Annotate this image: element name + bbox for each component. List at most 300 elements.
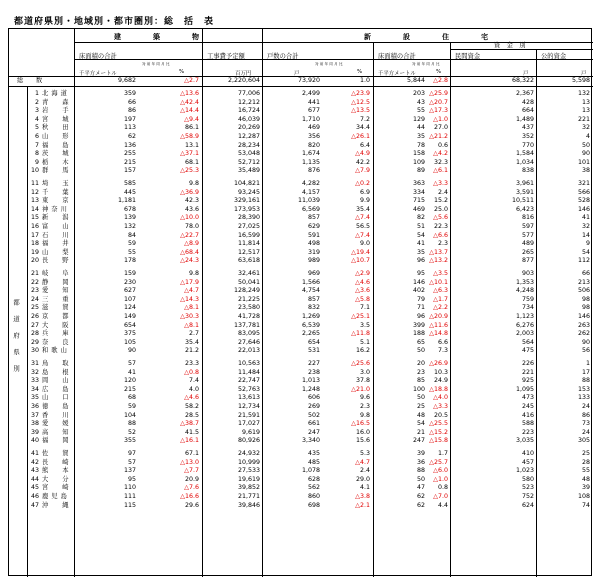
cell: 10,999 [237, 458, 260, 466]
cell: 29.0 [355, 475, 370, 483]
cell: △14.8 [429, 330, 448, 338]
row-number: 45 [30, 484, 39, 492]
cell: 226 [521, 360, 534, 367]
cell: 11,814 [237, 240, 260, 248]
unit-cost: 百万円 [235, 71, 252, 77]
cell: △15.2 [429, 428, 448, 436]
cell: △17.3 [429, 107, 448, 115]
cell: △10.1 [429, 278, 448, 286]
cell: 139 [123, 214, 136, 222]
prefecture-name: 静岡 [42, 278, 83, 286]
cell: 28.5 [184, 411, 199, 419]
cell: 580 [521, 475, 534, 483]
cell: △6.6 [433, 231, 448, 239]
cell: 624 [521, 501, 534, 509]
row-number: 39 [30, 428, 39, 436]
cell: 402 [412, 287, 425, 295]
cell: 22,013 [237, 347, 260, 355]
row-number: 8 [34, 150, 39, 158]
cell: 95 [416, 270, 425, 277]
cell: 158 [412, 150, 425, 158]
header-floor-area: 床面積の合計 [79, 53, 117, 60]
cell: 98 [581, 304, 590, 312]
table-row [9, 394, 593, 402]
cell: 23 [416, 368, 425, 376]
prefecture-name: 北海道 [42, 90, 70, 97]
cell: 24 [581, 403, 590, 410]
cell: 20.9 [184, 475, 199, 483]
cell: 73 [581, 420, 590, 428]
cell: 654 [307, 338, 320, 346]
cell: 27,533 [237, 467, 260, 475]
cell: 68.1 [184, 158, 199, 166]
cell: 319 [307, 248, 320, 256]
cell: 93,245 [237, 188, 260, 196]
cell: 416 [521, 411, 534, 419]
cell: 48 [581, 475, 590, 483]
cell: 115 [123, 501, 136, 509]
cell: 56 [581, 347, 590, 355]
cell: 7.4 [188, 377, 199, 385]
cell: 6,569 [301, 205, 320, 213]
header-construction: 建 築 物 [114, 33, 205, 41]
cell: 2.7 [188, 330, 199, 338]
cell: 1,181 [117, 197, 136, 205]
row-number: 24 [30, 295, 39, 303]
cell: 178 [123, 257, 136, 265]
cell: 88 [416, 467, 425, 475]
cell: 230 [123, 278, 136, 286]
prefecture-name: 徳島 [42, 403, 83, 410]
cell: 48 [416, 411, 425, 419]
cell: 2.3 [437, 240, 448, 248]
cell: 98 [581, 295, 590, 303]
page-title: 都道府県別・地域別・都市圏別：総 括 表 [14, 17, 215, 27]
cell: 88 [127, 420, 136, 428]
row-number: 12 [30, 188, 39, 196]
cell: △16.6 [180, 493, 199, 500]
table-row [9, 167, 593, 175]
row-number: 9 [34, 158, 39, 166]
cell: 85 [416, 377, 425, 385]
row-number: 33 [30, 377, 39, 385]
cell: 1,710 [301, 115, 320, 123]
prefecture-name: 埼玉 [42, 180, 83, 187]
table-row [9, 296, 593, 304]
cell: 50 [416, 394, 425, 402]
cell: △3.8 [355, 493, 370, 500]
cell: 105 [123, 338, 136, 346]
cell: 21.2 [184, 347, 199, 355]
cell: 7.2 [359, 115, 370, 123]
table-row [9, 249, 593, 257]
cell: 989 [307, 257, 320, 265]
cell: 39 [416, 450, 425, 457]
cell: 469 [307, 124, 320, 132]
row-number: 19 [30, 248, 39, 256]
cell: 136 [123, 141, 136, 149]
unit-pct-1: % [179, 69, 185, 75]
cell: 37.8 [355, 377, 370, 385]
cell: 4.0 [188, 385, 199, 393]
cell: 606 [307, 394, 320, 402]
prefecture-name: 愛媛 [42, 420, 83, 428]
cell: 6,423 [515, 205, 534, 213]
cell: 132 [577, 90, 590, 97]
row-number: 2 [34, 98, 39, 106]
total-label: 総 数 [17, 77, 43, 84]
table-row [9, 502, 593, 510]
header-private-fund: 民間資金 [455, 53, 481, 60]
cell: △13.0 [180, 458, 199, 466]
cell: △13.7 [429, 248, 448, 256]
cell: 15.2 [433, 197, 448, 205]
prefecture-name: 秋田 [42, 124, 83, 132]
cell: 1,566 [301, 278, 320, 286]
unit-housing-floor: 千平方メートル [378, 71, 416, 77]
cell: △14.3 [180, 295, 199, 303]
cell: 62 [416, 493, 425, 500]
unit-pct-2: % [357, 69, 363, 75]
cell: 124 [123, 304, 136, 312]
cell: 1,269 [301, 313, 320, 320]
cell: 1,135 [301, 158, 320, 166]
cell: 2,220,604 [227, 77, 260, 84]
cell: 4 [585, 133, 590, 140]
cell: 355 [123, 437, 136, 445]
table-row [9, 223, 593, 231]
cell: 20,269 [237, 124, 260, 132]
cell: 112 [577, 257, 590, 265]
cell: 16,599 [237, 231, 260, 239]
cell: 9.9 [359, 197, 370, 205]
unit-floor: 千平方メートル [79, 71, 117, 77]
cell: 213 [577, 278, 590, 286]
row-number: 37 [30, 411, 39, 419]
unit-pct-3: % [436, 69, 442, 75]
table-row [9, 279, 593, 287]
cell: 25 [416, 403, 425, 410]
cell: △8.9 [184, 240, 199, 248]
cell: △0.8 [184, 368, 199, 376]
row-number: 36 [30, 403, 39, 410]
cell: 22,747 [237, 377, 260, 385]
cell: 89 [416, 167, 425, 175]
cell: 149 [123, 313, 136, 320]
cell: 42.3 [184, 197, 199, 205]
table-row [9, 124, 593, 132]
cell: 29.6 [184, 501, 199, 509]
cell: 1,489 [515, 115, 534, 123]
cell: △2.9 [355, 270, 370, 277]
row-number: 32 [30, 368, 39, 376]
cell: △10.7 [351, 257, 370, 265]
cell: △19.4 [351, 248, 370, 256]
cell: △21.2 [429, 133, 448, 140]
prefecture-name: 神奈川 [42, 205, 70, 213]
prefecture-name: 富山 [42, 223, 83, 230]
cell: 428 [521, 98, 534, 106]
cell: 86 [127, 107, 136, 115]
cell: 59 [127, 403, 136, 410]
cell: 28,234 [237, 141, 260, 149]
cell: 62 [127, 133, 136, 140]
header-new-housing: 新 設 住 宅 [364, 33, 494, 41]
cell: 10,563 [237, 360, 260, 367]
cell: 334 [412, 188, 425, 196]
row-number: 27 [30, 321, 39, 329]
cell: 59 [127, 240, 136, 248]
cell: 55 [581, 467, 590, 475]
cell: △7.4 [355, 214, 370, 222]
cell: 96 [416, 257, 425, 265]
table-row [9, 159, 593, 167]
cell: 485 [307, 458, 320, 466]
cell: 58.2 [184, 403, 199, 410]
row-number: 28 [30, 330, 39, 338]
summary-table [8, 28, 592, 576]
cell: 399 [412, 321, 425, 329]
cell: 78.0 [184, 223, 199, 230]
cell: △42.4 [180, 98, 199, 106]
table-row [9, 197, 593, 205]
row-number: 23 [30, 287, 39, 295]
cell: 4,248 [515, 287, 534, 295]
cell: 473 [521, 394, 534, 402]
table-row [9, 369, 593, 377]
prefecture-name: 群馬 [42, 167, 83, 175]
cell: 188 [412, 330, 425, 338]
cell: △25.6 [351, 360, 370, 367]
row-number: 13 [30, 197, 39, 205]
cell: 752 [521, 493, 534, 500]
cell: 36 [416, 458, 425, 466]
cell: 153 [577, 385, 590, 393]
cell: 86.1 [184, 124, 199, 132]
cell: 14 [581, 231, 590, 239]
cell: △24.3 [180, 257, 199, 265]
row-number: 40 [30, 437, 39, 445]
table-row [9, 330, 593, 338]
cell: 28 [581, 458, 590, 466]
cell: 50,041 [237, 278, 260, 286]
prefecture-name: 岐阜 [42, 270, 83, 277]
cell: 629 [307, 223, 320, 230]
cell: 67.1 [184, 450, 199, 457]
cell: 35 [416, 248, 425, 256]
table-row [9, 142, 593, 150]
cell: 113 [123, 124, 136, 132]
cell: 1,095 [515, 385, 534, 393]
cell: 41 [416, 240, 425, 248]
cell: 90 [127, 347, 136, 355]
prefecture-name: 鹿児島 [42, 493, 70, 500]
cell: 5,844 [406, 77, 425, 84]
cell: △4.6 [355, 278, 370, 286]
table-row [9, 133, 593, 141]
cell: 55 [127, 248, 136, 256]
cell: 80,926 [237, 437, 260, 445]
cell: △8.1 [184, 321, 199, 329]
cell: 173,953 [233, 205, 260, 213]
cell: 16,724 [237, 107, 260, 115]
prefecture-name: 栃木 [42, 158, 83, 166]
row-number: 17 [30, 231, 39, 239]
header-construction-cost: 工事費予定額 [207, 53, 245, 60]
cell: 6.4 [359, 141, 370, 149]
cell: 25.0 [433, 205, 448, 213]
cell: 2.3 [359, 403, 370, 410]
table-row [9, 304, 593, 312]
row-number: 7 [34, 141, 39, 149]
cell: △15.8 [429, 437, 448, 445]
row-number: 42 [30, 458, 39, 466]
cell: 15.6 [355, 437, 370, 445]
prefecture-name: 大分 [42, 475, 83, 483]
cell: 698 [307, 501, 320, 509]
cell: 46,039 [237, 115, 260, 123]
cell: △1.7 [433, 295, 448, 303]
cell: 321 [577, 180, 590, 187]
cell: 1,023 [515, 467, 534, 475]
cell: 146 [577, 313, 590, 320]
row-number: 47 [30, 501, 39, 509]
cell: 53,048 [237, 150, 260, 158]
cell: 820 [307, 141, 320, 149]
cell: 88 [581, 377, 590, 385]
cell: 9,619 [241, 428, 260, 436]
cell: 35.4 [184, 338, 199, 346]
cell: 32,461 [237, 270, 260, 277]
cell: 1,013 [301, 377, 320, 385]
cell: △26.9 [429, 360, 448, 367]
cell: 4,282 [301, 180, 320, 187]
cell: 1.0 [359, 77, 370, 84]
cell: △7.6 [184, 484, 199, 492]
table-row [9, 493, 593, 501]
rule-fund [450, 49, 593, 50]
prefecture-name: 佐賀 [42, 450, 83, 457]
cell: 5,598 [571, 77, 590, 84]
cell: 109 [412, 158, 425, 166]
table-row [9, 459, 593, 467]
cell: 35,489 [237, 167, 260, 175]
header-fund-type: 資 金 別 [494, 42, 526, 49]
cell: 528 [577, 197, 590, 205]
cell: △36.9 [180, 188, 199, 196]
cell: △3.3 [433, 403, 448, 410]
cell: △6.1 [433, 167, 448, 175]
cell: 146 [577, 205, 590, 213]
table-row [9, 206, 593, 214]
cell: 489 [521, 240, 534, 248]
cell: 23.3 [184, 360, 199, 367]
cell: 39,846 [237, 501, 260, 509]
table-row [9, 377, 593, 385]
cell: 435 [307, 450, 320, 457]
row-number: 44 [30, 475, 39, 483]
prefecture-name: 山形 [42, 133, 83, 140]
cell: 108 [577, 493, 590, 500]
cell: 6,539 [301, 321, 320, 329]
cell: 86 [581, 411, 590, 419]
cell: △26.1 [351, 133, 370, 140]
prefecture-name: 愛知 [42, 287, 83, 295]
prefecture-name: 岩手 [42, 107, 83, 115]
cell: 221 [521, 368, 534, 376]
cell: △2.1 [355, 501, 370, 509]
cell: △3.5 [433, 270, 448, 277]
table-row [9, 214, 593, 222]
cell: 876 [307, 167, 320, 175]
header-housing-floor: 床面積の合計 [378, 53, 416, 60]
prefecture-name: 京都 [42, 313, 83, 320]
cell: △16.5 [351, 420, 370, 428]
table-row [9, 476, 593, 484]
cell: 101 [577, 158, 590, 166]
cell: 111 [123, 493, 136, 500]
prefecture-name: 鳥取 [42, 360, 83, 367]
cell: 857 [307, 214, 320, 222]
cell: 22.3 [433, 223, 448, 230]
cell: △11.6 [429, 321, 448, 329]
cell: 50 [581, 141, 590, 149]
cell: 13 [581, 98, 590, 106]
unit-private: 戸 [523, 71, 529, 77]
cell: 17,027 [237, 420, 260, 428]
cell: △16.1 [180, 437, 199, 445]
cell: 137,781 [233, 321, 260, 329]
cell: 9 [585, 240, 590, 248]
cell: 27,646 [237, 338, 260, 346]
table-row [9, 339, 593, 347]
cell: 104 [123, 411, 136, 419]
cell: 9.8 [188, 180, 199, 187]
cell: 6,276 [515, 321, 534, 329]
cell: 68,322 [511, 77, 534, 84]
prefecture-name: 石川 [42, 231, 83, 239]
cell: 17 [581, 368, 590, 376]
cell: 265 [521, 248, 534, 256]
cell: 816 [521, 214, 534, 222]
cell: 262 [577, 330, 590, 338]
cell: △2.2 [433, 304, 448, 312]
header-yoy-1: 対前年同月比 [142, 62, 171, 66]
cell: 12,212 [237, 98, 260, 106]
cell: 437 [521, 124, 534, 132]
cell: 215 [123, 385, 136, 393]
header-yoy-2: 対前年同月比 [315, 62, 344, 66]
prefecture-name: 奈良 [42, 338, 83, 346]
cell: 79 [416, 295, 425, 303]
cell: 100 [412, 385, 425, 393]
cell: 7.1 [359, 304, 370, 312]
table-row [9, 360, 593, 368]
cell: 441 [307, 98, 320, 106]
cell: 857 [307, 295, 320, 303]
cell: 566 [577, 188, 590, 196]
cell: △7.9 [355, 167, 370, 175]
cell: 523 [521, 484, 534, 492]
cell: 5.3 [359, 450, 370, 457]
table-row [9, 257, 593, 265]
row-number: 41 [30, 450, 39, 457]
cell: 627 [123, 287, 136, 295]
cell: 6.6 [437, 338, 448, 346]
cell: 498 [307, 240, 320, 248]
header-dwelling-total: 戸数の合計 [267, 53, 299, 60]
row-number: 35 [30, 394, 39, 402]
